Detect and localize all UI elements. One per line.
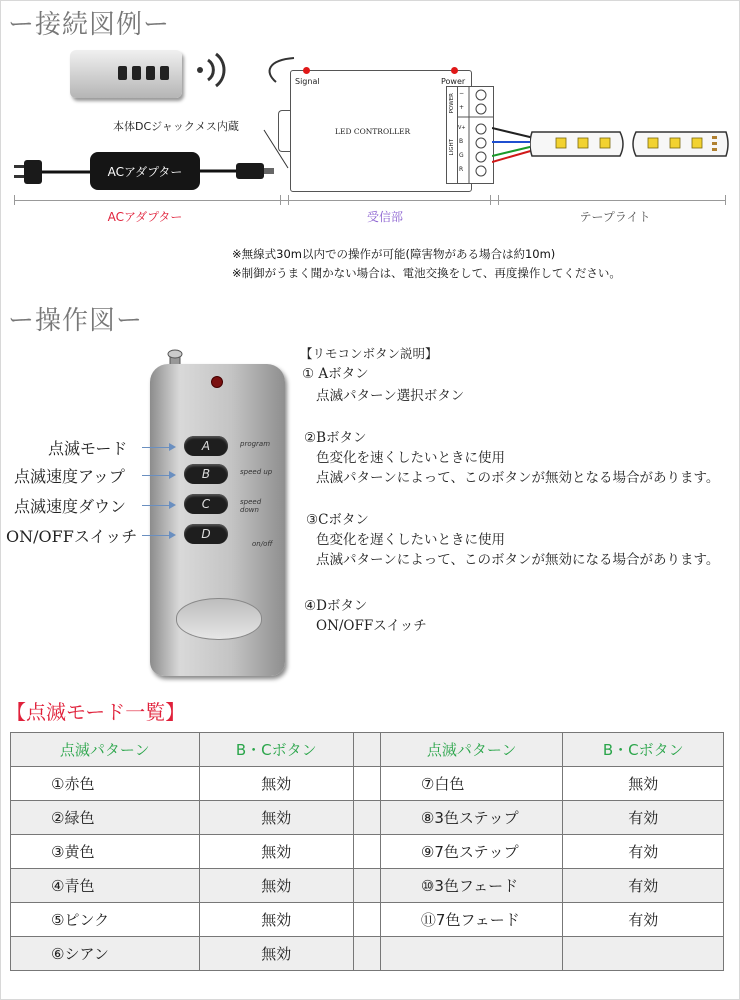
controller-name: LED CONTROLLER <box>335 127 411 136</box>
table-gap <box>354 733 381 767</box>
mode-bc: 無効 <box>199 937 354 971</box>
divider-tick <box>288 195 289 205</box>
led-tape-image <box>530 124 730 172</box>
terminal-minus: − <box>459 90 465 97</box>
mode-name: ⑨7色ステップ <box>380 835 563 869</box>
table-header-row <box>11 733 724 767</box>
label-speed-down: 点滅速度ダウン <box>14 497 127 516</box>
mode-bc: 無効 <box>199 767 354 801</box>
mode-name: ④青色 <box>11 869 200 903</box>
table-gap <box>354 937 381 971</box>
arrow-icon <box>142 475 170 476</box>
modes-title: 【点滅モード一覧】 <box>6 700 186 724</box>
section-label-tape: テープライト <box>579 210 651 224</box>
header-pattern-left: 点滅パターン <box>11 733 200 767</box>
signal-label: Signal <box>295 77 320 86</box>
arrow-icon <box>142 535 170 536</box>
remote-button-a[interactable]: A <box>184 436 228 456</box>
caption-speed-down: speed down <box>240 498 262 514</box>
table-row <box>11 835 724 869</box>
divider-tick <box>498 195 499 205</box>
caption-speed-up: speed up <box>240 468 273 476</box>
table-gap <box>354 801 381 835</box>
table-gap <box>354 767 381 801</box>
dc-jack-label: 本体DCジャックメス内蔵 <box>113 120 239 133</box>
table-row <box>11 767 724 801</box>
led-controller-box <box>290 70 472 192</box>
explain-c-line2: 点滅パターンによって、このボタンが無効になる場合があります。 <box>316 552 720 568</box>
ac-adapter-body <box>90 152 200 190</box>
explain-a-head: ① Aボタン <box>302 366 369 382</box>
caption-program: program <box>240 440 271 448</box>
explain-c-head: ③Cボタン <box>306 512 369 528</box>
mode-bc: 無効 <box>199 903 354 937</box>
label-speed-up: 点滅速度アップ <box>14 467 125 486</box>
mode-bc: 有効 <box>563 801 724 835</box>
mode-name <box>380 937 563 971</box>
mode-bc: 無効 <box>563 767 724 801</box>
table-row <box>11 869 724 903</box>
divider-tick <box>280 195 281 205</box>
mode-bc: 無効 <box>199 801 354 835</box>
terminal-g: G <box>459 152 464 159</box>
explain-b-head: ②Bボタン <box>304 430 367 446</box>
label-on-off: ON/OFFスイッチ <box>6 527 138 546</box>
header-bc-left: B・Cボタン <box>199 733 354 767</box>
arrow-icon <box>142 505 170 506</box>
mode-name: ③黄色 <box>11 835 200 869</box>
terminal-vplus: V+ <box>458 125 466 131</box>
divider-tick <box>725 195 726 205</box>
wireless-signal-icon <box>194 50 234 94</box>
remote-button-d[interactable]: D <box>184 524 228 544</box>
power-label: Power <box>441 77 466 86</box>
explain-d-line: ON/OFFスイッチ <box>316 618 427 634</box>
note-range: ※無線式30m以内での操作が可能(障害物がある場合は約10m) <box>232 247 556 261</box>
explain-title: 【リモコンボタン説明】 <box>300 346 438 361</box>
terminal-b: B <box>459 138 464 145</box>
divider-tick <box>14 195 15 205</box>
controller-side-bracket <box>278 110 291 152</box>
table-gap <box>354 835 381 869</box>
mode-bc <box>563 937 724 971</box>
mode-name: ①赤色 <box>11 767 200 801</box>
mode-name: ⑩3色フェード <box>380 869 563 903</box>
explain-d-head: ④Dボタン <box>304 598 368 614</box>
modes-table <box>10 732 724 971</box>
mode-name: ⑧3色ステップ <box>380 801 563 835</box>
mode-bc: 有効 <box>563 835 724 869</box>
table-gap <box>354 903 381 937</box>
mode-bc: 無効 <box>199 835 354 869</box>
mode-bc: 無効 <box>199 869 354 903</box>
dc-cable-icon <box>200 160 284 188</box>
power-terminal-label: POWER <box>449 93 455 114</box>
light-terminal-label: LIGHT <box>449 139 455 156</box>
terminal-plus: + <box>459 104 465 111</box>
terminal-block <box>446 86 494 184</box>
connection-title: ー接続図例ー <box>8 10 171 40</box>
header-bc-right: B・Cボタン <box>563 733 724 767</box>
explain-b-line1: 色変化を速くしたいときに使用 <box>316 450 505 466</box>
mode-name: ②緑色 <box>11 801 200 835</box>
ac-plug-icon <box>14 156 94 192</box>
caption-on-off: on/off <box>252 540 273 548</box>
table-row <box>11 801 724 835</box>
table-gap <box>354 869 381 903</box>
section-label-adapter: ACアダプター <box>107 210 183 224</box>
section-divider <box>14 200 726 201</box>
mode-bc: 有効 <box>563 869 724 903</box>
remote-button-c[interactable]: C <box>184 494 228 514</box>
terminal-r: R <box>459 166 464 173</box>
table-row <box>11 903 724 937</box>
remote-control-body <box>150 364 285 676</box>
mode-name: ⑪7色フェード <box>380 903 563 937</box>
mode-bc: 有効 <box>563 903 724 937</box>
explain-b-line2: 点滅パターンによって、このボタンが無効となる場合があります。 <box>316 470 720 486</box>
arrow-icon <box>142 447 170 448</box>
mode-name: ⑥シアン <box>11 937 200 971</box>
section-label-receiver: 受信部 <box>366 210 403 224</box>
mode-name: ⑤ピンク <box>11 903 200 937</box>
label-blink-mode: 点滅モード <box>48 439 128 458</box>
note-battery: ※制御がうまく聞かない場合は、電池交換をして、再度操作してください。 <box>232 266 621 280</box>
explain-c-line1: 色変化を遅くしたいときに使用 <box>316 532 505 548</box>
ac-adapter-body-label: ACアダプター <box>107 165 183 179</box>
explain-a-line: 点滅パターン選択ボタン <box>316 388 465 404</box>
remote-button-b[interactable]: B <box>184 464 228 484</box>
header-pattern-right: 点滅パターン <box>380 733 563 767</box>
operation-title: ー操作図ー <box>8 306 144 336</box>
mode-name: ⑦白色 <box>380 767 563 801</box>
table-row <box>11 937 724 971</box>
divider-tick <box>490 195 491 205</box>
remote-transmitter-image <box>70 50 182 98</box>
